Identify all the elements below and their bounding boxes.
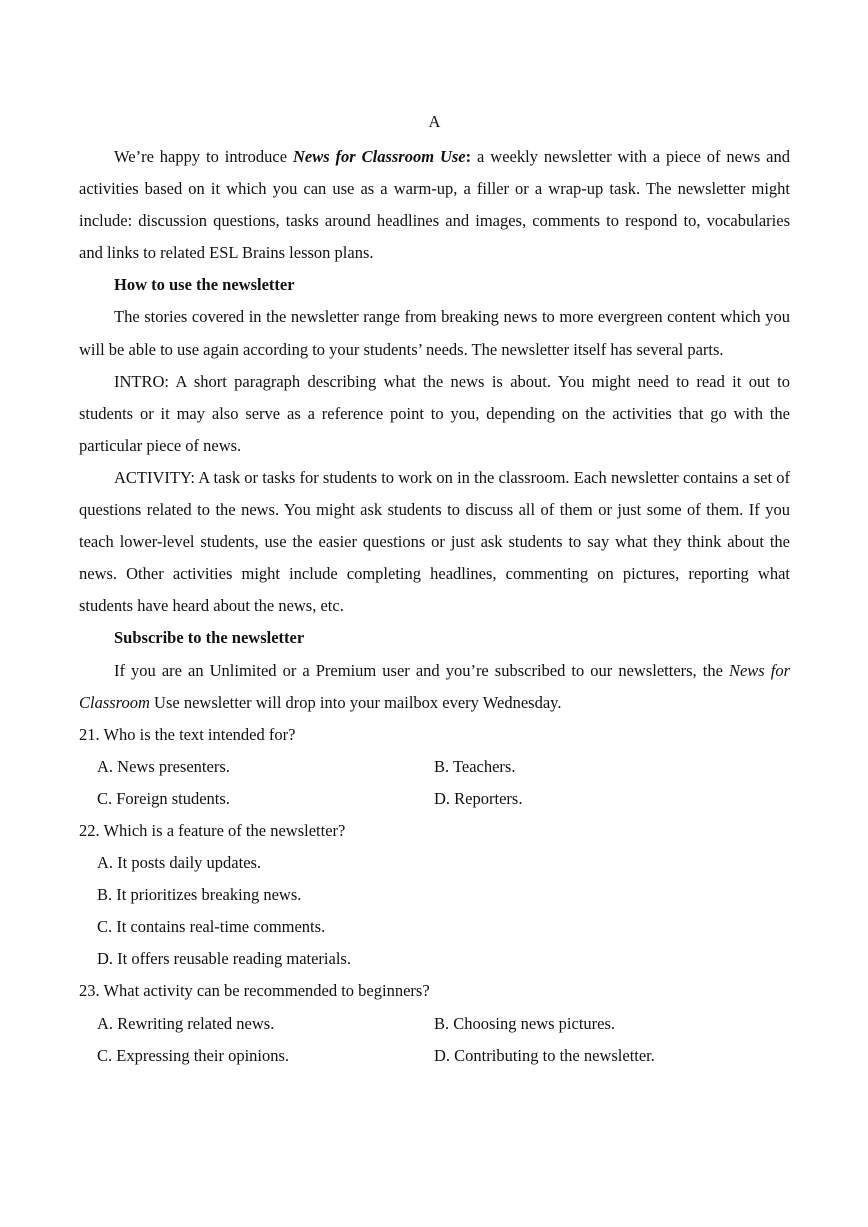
question-22-option-a: A. It posts daily updates. (97, 853, 262, 873)
question-21-option-d: D. Reporters. (434, 788, 523, 808)
question-23-option-a: A. Rewriting related news. (97, 1013, 275, 1033)
heading-subscribe: Subscribe to the newsletter (114, 628, 305, 648)
document-page (79, 109, 790, 1072)
intro-text-post: a weekly newsletter with a piece of news and activities based on it which you can use as a warm-up, a filler or a wrap-up task. The newsletter might include: discussion questions, tasks around headlines and images, comments to respond to, vocabularies and links to related ESL Brains lesson plans. (79, 147, 791, 263)
question-21-options-row-1 (79, 751, 790, 783)
question-21-options-row-2 (79, 783, 790, 815)
activity-paragraph: ACTIVITY: A task or tasks for students to work on in the classroom. Each newsletter contains a set of questions related to the news. You might ask students to discuss all of them or just some of them. If you teach lower-level students, use the easier questions or just ask students to say what they think about the news. Other activities might include completing headlines, commenting on pictures, reporting what students have heard about the news, etc. (79, 467, 790, 616)
question-23-options-row-2 (79, 1040, 790, 1072)
question-21-stem: 21. Who is the text intended for? (79, 724, 296, 744)
subscribe-text-pre: If you are an Unlimited or a Premium user and you’re subscribed to our newsletters, the (114, 660, 729, 680)
subscribe-text-post: Use newsletter will drop into your mailbox every Wednesday. (149, 692, 562, 712)
heading-how-to-use: How to use the newsletter (114, 275, 295, 295)
intro-text-pre: We’re happy to introduce (114, 147, 293, 166)
intro-part-paragraph: INTRO: A short paragraph describing what the news is about. You might need to read it out to students or it may also serve as a reference point to you, depending on the activities that go with the particular piece of news. (79, 371, 790, 455)
question-22-stem: 22. Which is a feature of the newsletter? (79, 820, 346, 840)
question-21-option-a: A. News presenters. (97, 756, 230, 776)
question-21-option-c: C. Foreign students. (97, 788, 230, 808)
question-23-option-d: D. Contributing to the newsletter. (434, 1045, 655, 1065)
question-22-option-d: D. It offers reusable reading materials. (97, 949, 351, 969)
intro-colon: : (465, 147, 472, 166)
question-22-option-b: B. It prioritizes breaking news. (97, 885, 302, 905)
subscribe-paragraph (79, 655, 790, 719)
stories-paragraph: The stories covered in the newsletter range from breaking news to more evergreen content which you will be able to use again according to your students’ needs. The newsletter itself has several parts. (79, 307, 790, 359)
question-23-stem: 23. What activity can be recommended to beginners? (79, 981, 430, 1001)
passage-label: A (428, 112, 441, 131)
newsletter-title: News for Classroom Use (292, 147, 466, 166)
subscribe-newsletter-name: News for Classroom (79, 660, 790, 712)
question-21-option-b: B. Teachers. (434, 756, 516, 776)
question-23-option-b: B. Choosing news pictures. (434, 1013, 616, 1033)
intro-paragraph (79, 141, 790, 269)
question-22-option-c: C. It contains real-time comments. (97, 917, 326, 937)
question-23-options-row-1 (79, 1008, 790, 1040)
question-23-option-c: C. Expressing their opinions. (97, 1045, 290, 1065)
